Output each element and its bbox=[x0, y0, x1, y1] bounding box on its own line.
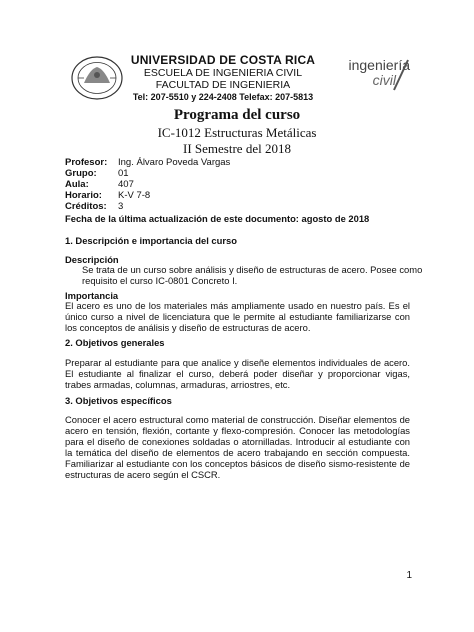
section-3-text: Conocer el acero estructural como material de construcción. Diseñar elementos de acero en tensión, flexión, cortante y flexo-compresión. Conocer las metodologías para el diseño de conexiones soldadas o atornilladas. Introducir al estudiante con la temática del diseño de elementos de acero trabajando en sección compuesta. Familiarizar al estudiante con los conceptos básicos de diseño sismo-resistente de estructuras de acero según el CSCR. bbox=[65, 414, 410, 480]
info-key: Horario: bbox=[65, 190, 102, 201]
description-text: Se trata de un curso sobre análisis y diseño de estructuras de acero. Posee como requisito el curso IC-0801 Concreto I. bbox=[82, 264, 423, 286]
info-value: 3 bbox=[118, 201, 124, 212]
info-value: 01 bbox=[118, 168, 129, 179]
document-title: Programa del curso bbox=[173, 107, 301, 123]
info-key: Grupo: bbox=[65, 168, 97, 179]
section-2-text: Preparar al estudiante para que analice y diseñe elementos individuales de acero. El estudiante al finalizar el curso, deberá poder diseñar y proporcionar vigas, trabes armadas, columnas, armaduras, arriostres, etc. bbox=[65, 357, 410, 390]
info-key: Aula: bbox=[65, 179, 89, 190]
section-3-heading: 3. Objetivos específicos bbox=[65, 395, 172, 406]
logo-line-2: civil bbox=[372, 72, 396, 88]
info-value: K-V 7-8 bbox=[118, 190, 151, 201]
logo-line-1: ingeniería bbox=[348, 57, 410, 73]
section-1-heading: 1. Descripción e importancia del curso bbox=[65, 235, 237, 246]
info-key: Profesor: bbox=[65, 157, 108, 168]
letterhead bbox=[128, 53, 318, 102]
faculty-name: FACULTAD DE INGENIERIA bbox=[155, 79, 291, 91]
info-value: 407 bbox=[118, 179, 134, 190]
university-seal-icon bbox=[70, 55, 124, 101]
info-row bbox=[65, 190, 230, 201]
school-name: ESCUELA DE INGENIERIA CIVIL bbox=[143, 67, 303, 79]
section-2-heading: 2. Objetivos generales bbox=[65, 337, 165, 348]
info-row bbox=[65, 201, 230, 212]
info-row bbox=[65, 157, 230, 168]
logo-slash-icon bbox=[388, 58, 410, 92]
last-updated: Fecha de la última actualización de este documento: agosto de 2018 bbox=[65, 213, 370, 224]
description-title: Descripción bbox=[65, 254, 119, 265]
info-key: Créditos: bbox=[65, 201, 107, 212]
info-value: Ing. Álvaro Poveda Vargas bbox=[118, 157, 231, 168]
importance-title: Importancia bbox=[65, 290, 119, 301]
course-name: IC-1012 Estructuras Metálicas bbox=[157, 125, 317, 140]
contact-line: Tel: 207-5510 y 224-2408 Telefax: 207-5813 bbox=[132, 92, 314, 102]
info-row bbox=[65, 179, 230, 190]
course-info bbox=[65, 157, 230, 212]
page-number: 1 bbox=[406, 570, 412, 581]
semester: II Semestre del 2018 bbox=[183, 141, 291, 156]
info-row bbox=[65, 168, 230, 179]
university-name: UNIVERSIDAD DE COSTA RICA bbox=[130, 53, 316, 67]
importance-text: El acero es uno de los materiales más ampliamente usado en nuestro país. Es el único curso a nivel de licenciatura que le permite al estudiante familiarizarse con los conceptos de análisis y diseño de estructuras de acero. bbox=[65, 300, 410, 333]
